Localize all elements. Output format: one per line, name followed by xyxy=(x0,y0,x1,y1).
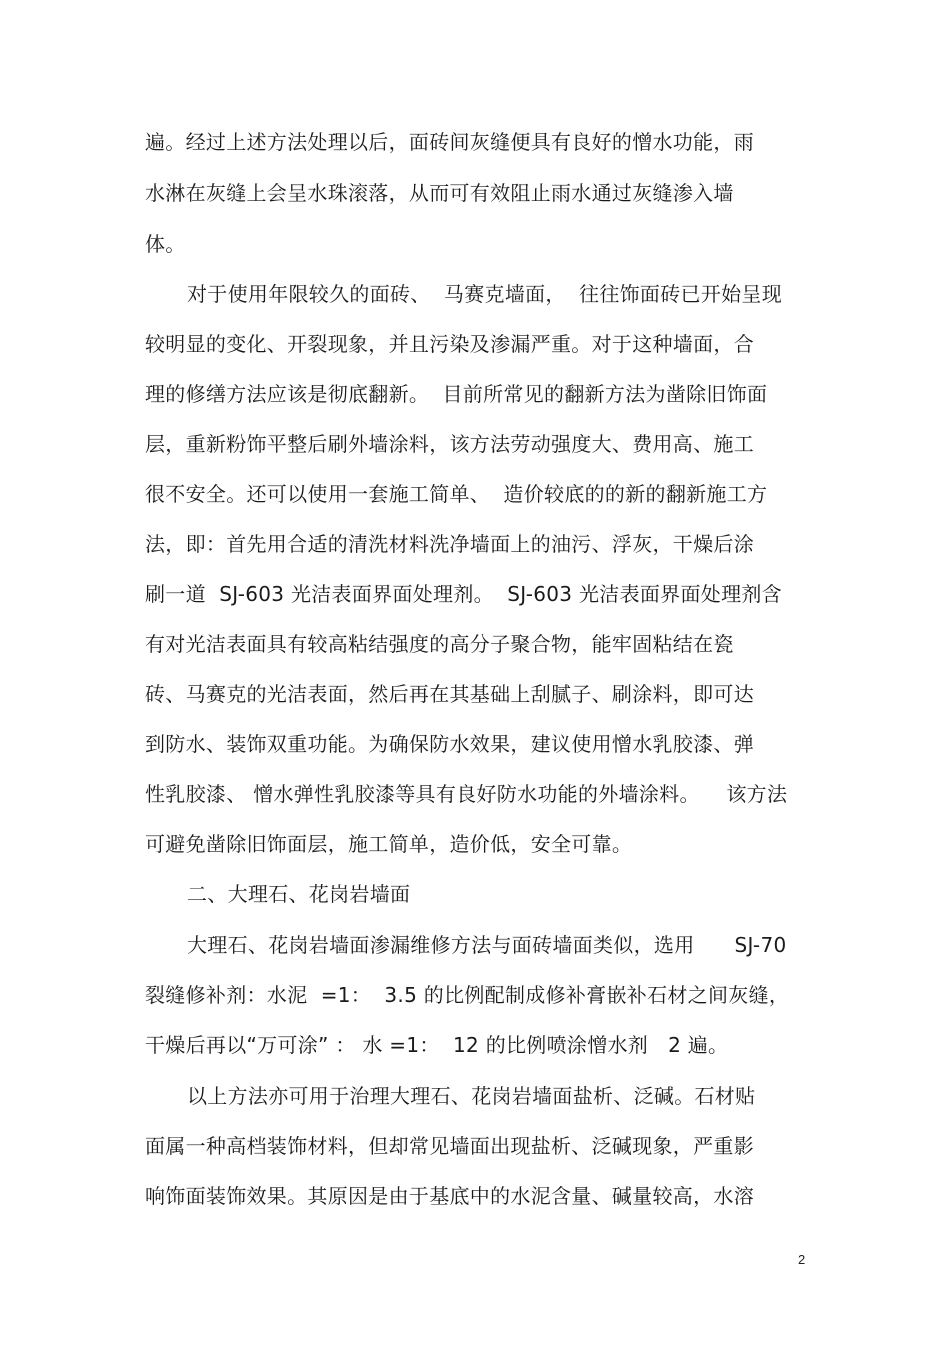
text-line: 可避免凿除旧饰面层，施工简单，造价低，安全可靠。 xyxy=(145,832,633,856)
text-line: 响饰面装饰效果。其原因是由于基底中的水泥含量、碱量较高，水溶 xyxy=(145,1184,754,1208)
text-line: 较明显的变化、开裂现象，并且污染及渗漏严重。对于这种墙面，合 xyxy=(145,332,754,356)
text-line: 裂缝修补剂：水泥 =1： 3.5 的比例配制成修补膏嵌补石材之间灰缝， xyxy=(145,983,790,1007)
text-line: 砖、马赛克的光洁表面，然后再在其基础上刮腻子、刷涂料，即可达 xyxy=(145,682,754,706)
text-line: 干燥后再以“万可涂” ： 水 =1： 12 的比例喷涂憎水剂 2 遍。 xyxy=(145,1033,729,1057)
text-line: 水淋在灰缝上会呈水珠滚落，从而可有效阻止雨水通过灰缝渗入墙 xyxy=(145,181,734,205)
text-line: 遍。经过上述方法处理以后，面砖间灰缝便具有良好的憎水功能，雨 xyxy=(145,130,754,154)
paragraph-start-line: 大理石、花岗岩墙面渗漏维修方法与面砖墙面类似，选用 SJ-70 xyxy=(187,933,787,957)
text-line: 理的修缮方法应该是彻底翻新。 目前所常见的翻新方法为凿除旧饰面 xyxy=(145,382,768,406)
text-line: 有对光洁表面具有较高粘结强度的高分子聚合物，能牢固粘结在瓷 xyxy=(145,632,734,656)
text-line: 面属一种高档装饰材料，但却常见墙面出现盐析、泛碱现象，严重影 xyxy=(145,1134,754,1158)
text-line: 很不安全。还可以使用一套施工简单、 造价较底的的新的翻新施工方 xyxy=(145,482,768,506)
page-number: 2 xyxy=(798,1252,806,1267)
text-line: 性乳胶漆、 憎水弹性乳胶漆等具有良好防水功能的外墙涂料。 该方法 xyxy=(145,782,788,806)
text-line: 刷一道 SJ-603 光洁表面界面处理剂。 SJ-603 光洁表面界面处理剂含 xyxy=(145,582,782,606)
section-heading: 二、大理石、花岗岩墙面 xyxy=(187,882,411,906)
paragraph-start-line: 对于使用年限较久的面砖、 马赛克墙面， 往往饰面砖已开始呈现 xyxy=(187,282,783,306)
paragraph-start-line: 以上方法亦可用于治理大理石、花岗岩墙面盐析、泛碱。石材贴 xyxy=(187,1084,756,1108)
text-line: 法，即：首先用合适的清洗材料洗净墙面上的油污、浮灰，干燥后涂 xyxy=(145,532,754,556)
text-line: 体。 xyxy=(145,232,186,256)
text-line: 层，重新粉饰平整后刷外墙涂料，该方法劳动强度大、费用高、施工 xyxy=(145,432,754,456)
text-line: 到防水、装饰双重功能。为确保防水效果，建议使用憎水乳胶漆、弹 xyxy=(145,732,754,756)
